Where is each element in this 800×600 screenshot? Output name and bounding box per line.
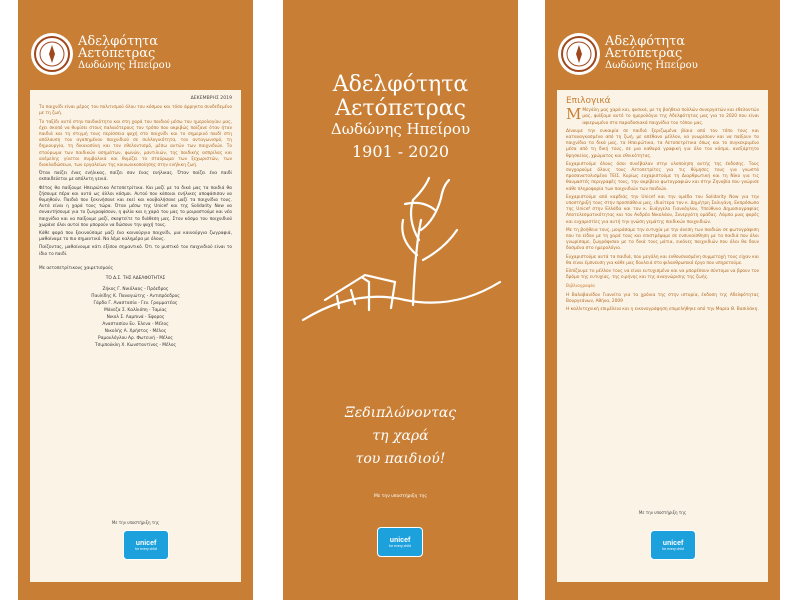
board-member: Ραμουλόγλου Αρ. Φωτεινή - Μέλος (98, 336, 173, 342)
brand-line-3: Δωδώνης Ηπείρου (605, 60, 698, 71)
seal-icon (557, 32, 601, 76)
bibliography-item: Η Βαλαβανίδου Γιαννίτα για τα χρόνια της στην ιστορία, έκδοση της Αδελφότητας Βουργεάνων, Αθήνα, 2009 (566, 292, 759, 304)
signoff: Με αετοπετρίτικους χαιρετισμούς (39, 265, 113, 271)
board-member: Νικολ Σ. Λαμπινά - Έφορος (106, 315, 165, 321)
left-panel (18, 0, 253, 600)
brand-line-3: Δωδώνης Ηπείρου (78, 60, 171, 71)
board-list (39, 286, 232, 349)
epilogue-paragraph: Ευχαριστούμε από καρδιάς την Unicef και την ομάδα του Solidarity Now για την υποστήριξή τους στην προσπάθεια μας, ιδιαίτερα τον κ. Δημήτρη Σαλιγάνη, Εκπρόσωπο της Unicef στην Ελλάδα και τον κ. Ευάγγελο Γιαννόγλου, Υπεύθυνο Δημοσιογραφίας Αποτελεσματικότητας και τον Ανδρέα Νικολάου, Συνεργάτη ομάδας. Λάμπα μιας φορές και ευχαριστίες για αυτή την γνώση γεμάτης παιδικών παιχνιδιών. (566, 194, 759, 225)
cover-title-line-3: Δωδώνης Ηπείρου (330, 120, 471, 138)
tagline-line-1: Ξεδιπλώνοντας (344, 405, 457, 421)
epilogue-paragraph: Δίνουμε την ευκαιρία σε παιδιά ξεριζωμένα βίαια από τον τόπο τους και καταναγκασμένα από τη ζωή, με απέθανο μέλλον, να γνωρίσουν και να παίξουν τα παιχνίδια τα δικά μας, τα Ηπειρώτικα, τα Αετοπετρίτικα όπως και το συγκεκριμένο μέσα από τη δική τους, σε μια καθαρά γραφική για όλο τον κόσμο, ανεξάρτητα θρησκείας, χρώματος και εθνικότητας. (566, 128, 759, 159)
cover-tagline (283, 402, 518, 471)
unicef-slogan: for every child (389, 544, 411, 548)
unicef-slogan: for every child (135, 547, 157, 551)
letter-date: ΔΕΚΕΜΒΡΗΣ 2019 (190, 96, 232, 101)
cover-panel (283, 0, 518, 600)
tagline-line-3: του παιδιού! (355, 451, 446, 467)
letter-paragraph: Κάθε φορά που ξεκινούσαμε μαζί ένα καινούργιο παιχνίδι, μια καινούργια ζωγραφιά, μαθαίναμε το πιο σημαντικό. Να λέμε καλημέρα με όλους. (39, 231, 232, 243)
board-member: Μάνεζα Σ. Καλλιόπη - Ταμίας (104, 308, 167, 314)
bibliography-title: Βιβλιογραφία (566, 284, 595, 290)
drop-cap: M (566, 105, 582, 124)
letter-paragraph: Το παιχνίδι είναι μέρος του πολιτισμού όλου του κόσμου και τόσο άρρηκτα συνδεδεμένο με τη ζωή. (39, 105, 232, 117)
unicef-name: unicef (135, 540, 157, 547)
board-member: Ζήκος Γ. Νικόλαος - Πρόεδρος (102, 287, 169, 293)
right-panel (545, 0, 780, 600)
seal-icon (30, 32, 74, 76)
epilogue-paragraph: Ελπίζουμε το μέλλον τους να είναι ευτυχισμένο και να μπορέσουν σύντομα να βρουν τον δρόμο της ευτυχίας, της ειρήνης και της αναγνώρισης της ζωής. (566, 269, 759, 281)
cover-years: 1901 - 2020 (351, 142, 449, 161)
board-member: Γάρδα Γ. Αναστασία - Γεν. Γραμματέας (93, 301, 178, 307)
epilogue-box (557, 90, 768, 582)
brand-line-2: Αετόπετρας (605, 46, 683, 61)
right-header (553, 26, 772, 86)
unicef-name: unicef (662, 540, 684, 547)
partner-label: Με την υποστήριξη της (111, 520, 160, 525)
cover-title-line-1: Αδελφότητα (332, 72, 469, 97)
letter-paragraph: Παίζοντας, μαθαίνουμε κάτι εξίσου σημαντικό. Ότι το μυστικό του παιχνιδιού είναι το ίδιο το παιδί. (39, 245, 232, 257)
epilogue-paragraph: Ευχαριστούμε όλους όσοι συνέβαλαν στην υλοποίηση αυτής της έκδοσης. Τους συγχαρούμε όλους τους Αετοπετρίτες για τις θύμησες τους για γνωστά προσανατολισμένα ΤΕΙΣ. Κυρίως ευχαριστούμε τη Διαρθρωτική και τη Νίκο για τις θαυμαστές περιγραφές τους, την ακρίβεια φωτογραφιών και στην Ζηνοβία που γνώρισε κάθε πληροφορία των παιχνιδιών των παιδιών. (566, 161, 759, 192)
epilogue-paragraph: Ευχαριστούμε αυτά τα παιδιά, που μεγάλη και ενθουσιασμένη συμμετοχή τους είχαν και θα είναι έμπνευση για κάθε μας δουλειά στο φιλανθρωπικό έργο που υπηρετούμε. (566, 254, 759, 266)
letter-paragraph: Το ταξίδι αυτό στην παιδικότητα και στη χαρά του παιδιού μέσω του ημερολογίου μας, έχει σκοπό να θυμίσει στους παλαιότερους τον τρόπο που ακριβώς παίζανε όταν ήταν παιδιά και τη στιγμή τους περίσσεια ψυχή στο παιχνίδι και το σημερινό παιδί στη απόλαυση του αγαπημένου παιχνιδιού σε συλλογικότητα, τον ανταγωνισμό, τη δημιουργία, τη δικαιοσύνη και τον εθελοντισμό, μέσω αυτών των παιχνιδιών. Το σταύρωμα των παιδικών ασημάτων, φωνών, μαντιλιών, της παιδικής ασπρίλας και ανέμελης γίνεται συμβολικά και θυμίζει το σταύρωμα των ξεχωριστών, των διακλαδώσεων, των εργαλείων της κοινωνικοποίησης στην ενήλικη ζωή. (39, 119, 232, 169)
board-title: ΤΟ Δ.Σ. ΤΗΣ ΑΔΕΛΦΟΤΗΤΑΣ (105, 276, 166, 282)
unicef-name: unicef (389, 537, 411, 544)
section-title: Επιλογικά (566, 96, 611, 106)
brand-line-1: Αδελφότητα (605, 34, 686, 49)
bibliography-item: Η καλλιτεχνική επιμέλεια και η εικονογράφηση επιμελήθηκε από την Μαρία Θ. Βασιλάκη. (566, 307, 759, 313)
board-member: Τσιμπούκλη Χ. Κωνσταντίνος - Μέλος (94, 343, 177, 349)
board-member: Αναστασίου Ευ. Έλενα - Μέλος (102, 322, 169, 328)
brand-text (605, 36, 745, 72)
tagline-line-2: τη χαρά (372, 428, 429, 444)
unicef-logo-icon (123, 530, 169, 560)
letter-paragraph: Φέτος θα παίξουμε Ηπειρώτικα Αετοπετρίτικα. Και μαζί με τα δικά μας τα παιδιά θα ζήσουμε πέρα και αυτά ως άλλοι κόσμοι. Αυτού που κάποιοι ενήλικες αποφάσισαν να θυμηθούν. Παιδιά που ξεκινήσανε και εκεί και κουβαλήσανε μαζί τα παιχνίδια τους. Αυτά είναι η χαρά τους τώρα. Όταν μέσω της Unicef και της Solidarity Now να συναντήσουμε για το ζωγραφίσουν, η φιλία και η χαρά του μας το μοιραστούμε και νέα παιχνίδια και να παίξουμε μαζί, σκεφτείτε τα διάθεση μας. Στον κόσμο του παιχνιδιού χωράνε όλοι αυτοί που μπορούν να δώσουν την ψυχή τους. (39, 185, 232, 228)
unicef-logo-icon (377, 527, 423, 557)
epilogue-paragraph (566, 105, 759, 127)
letter-paragraph: Όταν παίζει ένας ενήλικας, παίζει σαν ένας ενήλικας. Όταν παίζει ένα παιδί εκπαιδεύεται με απόλυτη γενιά. (39, 171, 232, 183)
partner-label: Με την υποστήριξη της (638, 510, 687, 515)
letter-box (30, 90, 241, 582)
epilogue-text: Μεγάλη μας χαρά και, φυσικά, με τη βοήθεια πολλών συνεργατών και εθελοντών μας, φιάξαμε αυτό το ημερολόγιο της Αδελφότητας μας για το 2020 που είναι αφιερωμένο στα παραδοσιακά παιχνίδια του τόπου μας. (582, 108, 759, 126)
epilogue-paragraph: Με τη βοήθεια τους, μοιράσαμε την ευτυχία με την άνεση των παιδιών σε φωτογράφιση που τα είδαν με τη χαρά τους και επιστρέψαμε σε ενσυναίσθηση με τα παιδιά που όλοι γνωρίσαμε, ζωγράφισαν με τα δικά τους μάτια, εικόνες παιχνιδιών που όλοι θα δουν δοσμένα στο ημερολόγιο. (566, 227, 759, 252)
chapel-tree-illustration-icon (295, 170, 506, 370)
unicef-slogan: for every child (662, 547, 684, 551)
cover-title-line-2: Αετόπετρας (335, 96, 466, 121)
partner-label: Με την υποστήριξη της (373, 494, 428, 499)
left-header (26, 26, 245, 86)
board-member: Παυλίδης Κ. Παναγιώτης - Αντιπρόεδρος (91, 294, 180, 300)
unicef-logo-icon (650, 530, 696, 560)
board-member: Νικολής Α. Χρήστος - Μέλος (104, 329, 167, 335)
brand-line-1: Αδελφότητα (78, 34, 159, 49)
brand-line-2: Αετόπετρας (78, 46, 156, 61)
brand-text (78, 36, 218, 72)
